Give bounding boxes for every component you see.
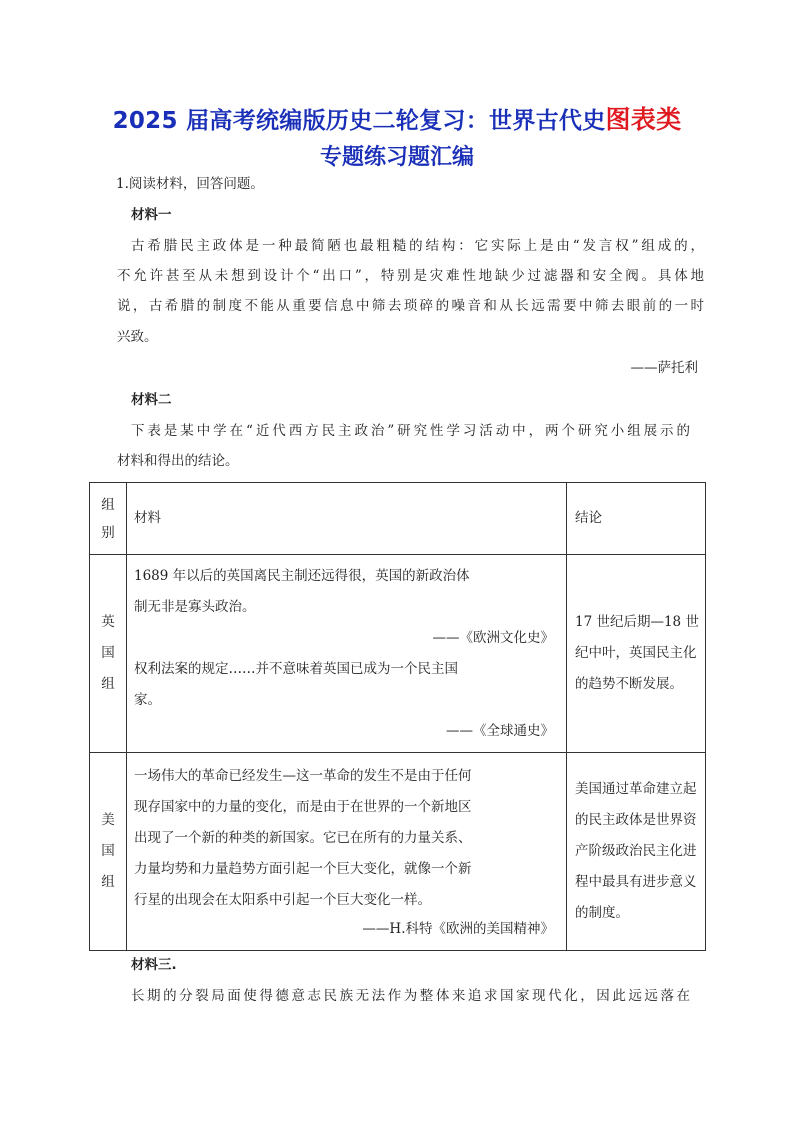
material2-intro-line: 材料和得出的结论。 (117, 453, 239, 469)
conclusion-line: 产阶级政治民主化进 (575, 843, 697, 859)
header-group-cell (90, 483, 127, 555)
group-char: 美 (101, 812, 115, 828)
comparison-table (89, 482, 706, 951)
conclusion-cell (567, 555, 706, 753)
conclusion-line: 美国通过革命建立起 (575, 781, 697, 797)
conclusion-cell (567, 753, 706, 951)
header-material-cell (127, 483, 567, 555)
question-prompt: 1.阅读材料，回答问题。 (116, 176, 264, 192)
material-line: 权利法案的规定……并不意味着英国已成为一个民主国 (134, 660, 458, 677)
page-title (0, 100, 794, 136)
header-material: 材料 (134, 510, 161, 526)
material2-intro-line: 下表是某中学在“近代西方民主政治”研究性学习活动中，两个研究小组展示的 (131, 423, 690, 439)
conclusion-line: 的民主政体是世界资 (575, 812, 697, 828)
conclusion-line: 的趋势不断发展。 (575, 676, 683, 692)
group-char: 国 (101, 843, 115, 859)
material-source: ——《全球通史》 (446, 722, 554, 739)
group-char: 组 (101, 676, 115, 692)
conclusion-line: 的制度。 (575, 905, 629, 921)
material1-source: ——萨托利 (630, 360, 698, 376)
title-highlight: 图表类 (605, 105, 682, 134)
material-line: 出现了一个新的种类的新国家。它已在所有的力量关系、 (134, 830, 472, 846)
material3-heading: 材料三. (131, 957, 177, 973)
material-cell (127, 753, 567, 951)
table-header-row (90, 483, 706, 555)
header-group-char: 别 (101, 524, 115, 541)
material1-line: 兴致。 (117, 329, 158, 345)
conclusion-line: 程中最具有进步意义 (575, 874, 697, 890)
header-conclusion-cell (567, 483, 706, 555)
table-row (90, 753, 706, 951)
group-char: 国 (101, 645, 115, 661)
material-line: 一场伟大的革命已经发生—这一革命的发生不是由于任何 (134, 768, 472, 784)
material-line: 制无非是寡头政治。 (134, 598, 256, 615)
material-line: 现存国家中的力量的变化，而是由于在世界的一个新地区 (134, 799, 472, 815)
material-line: 1689 年以后的英国离民主制还远得很，英国的新政治体 (134, 567, 470, 584)
material-line: 行星的出现会在太阳系中引起一个巨大变化一样。 (134, 892, 431, 908)
material-source: ——H.科特《欧洲的美国精神》 (362, 921, 554, 937)
header-group-char: 组 (101, 496, 115, 513)
material-line: 力量均势和力量趋势方面引起一个巨大变化，就像一个新 (134, 861, 472, 877)
material1-line: 古希腊民主政体是一种最简陋也最粗糙的结构：它实际上是由“发言权”组成的， (131, 238, 704, 254)
group-char: 英 (101, 614, 115, 630)
conclusion-line: 纪中叶，英国民主化 (575, 645, 697, 661)
page-subtitle: 专题练习题汇编 (319, 145, 474, 170)
material1-line: 说，古希腊的制度不能从重要信息中筛去琐碎的噪音和从长远需要中筛去眼前的一时 (117, 298, 704, 314)
table-row (90, 555, 706, 753)
material-cell (127, 555, 567, 753)
group-cell (90, 753, 127, 951)
group-char: 组 (101, 874, 115, 890)
conclusion-line: 17 世纪后期—18 世 (575, 614, 699, 630)
header-conclusion: 结论 (575, 510, 602, 526)
group-cell (90, 555, 127, 753)
material-line: 家。 (134, 691, 161, 708)
title-main: 2025 届高考统编版历史二轮复习：世界古代史 (112, 108, 606, 134)
material-source: ——《欧洲文化史》 (432, 629, 554, 646)
material1-line: 不允许甚至从未想到设计个“出口”，特别是灾难性地缺少过滤器和安全阀。具体地 (117, 268, 704, 284)
material1-heading: 材料一 (131, 207, 172, 223)
material3-line: 长期的分裂局面使得德意志民族无法作为整体来追求国家现代化，因此远远落在 (131, 988, 690, 1004)
material2-heading: 材料二 (131, 392, 172, 408)
